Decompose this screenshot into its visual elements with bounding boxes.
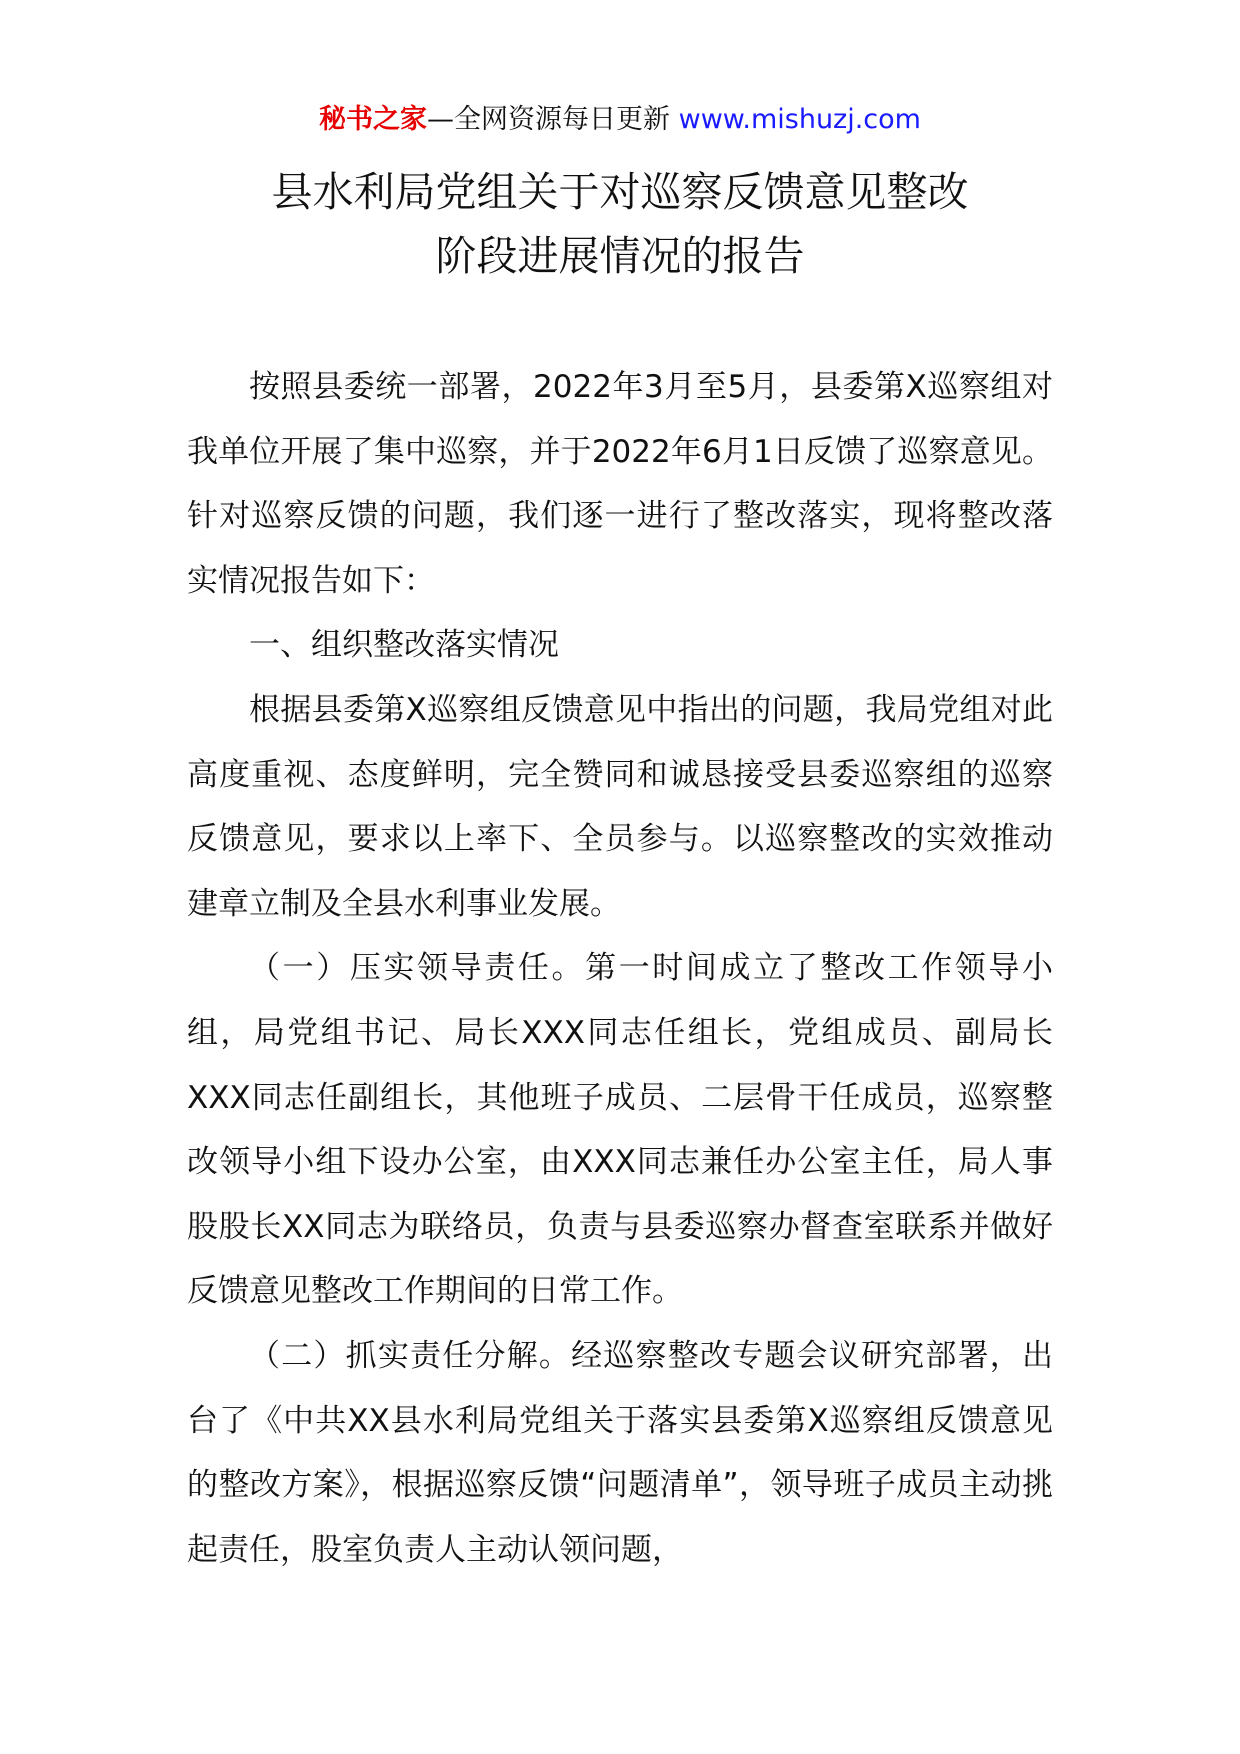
brand-name: 秘书之家 [319, 104, 428, 135]
site-url-link[interactable]: www.mishuzj.com [678, 104, 921, 135]
site-banner [0, 100, 1240, 140]
paragraph-intro: 按照县委统一部署，2022年3月至5月，县委第X巡察组对我单位开展了集中巡察，并于2022年6月1日反馈了巡察意见。针对巡察反馈的问题，我们逐一进行了整改落实，现将整改落实情况报告如下： [187, 369, 1053, 599]
document-title-line-1: 县水利局党组关于对巡察反馈意见整改 [271, 168, 969, 216]
section-heading-1: 一、组织整改落实情况 [249, 627, 559, 664]
paragraph-item-2: （二）抓实责任分解。经巡察整改专题会议研究部署，出台了《中共XX县水利局党组关于落实县委第X巡察组反馈意见的整改方案》，根据巡察反馈“问题清单”，领导班子成员主动挑起责任，股室负责人主动认领问题， [187, 1337, 1053, 1568]
document-body [187, 355, 1053, 1582]
banner-tagline: —全网资源每日更新 [427, 104, 679, 135]
paragraph-section-1: 根据县委第X巡察组反馈意见中指出的问题，我局党组对此高度重视、态度鲜明，完全赞同和诚恳接受县委巡察组的巡察反馈意见，要求以上率下、全员参与。以巡察整改的实效推动建章立制及全县水利事业发展。 [187, 691, 1053, 922]
paragraph-item-1: （一）压实领导责任。第一时间成立了整改工作领导小组，局党组书记、局长XXX同志任组长，党组成员、副局长XXX同志任副组长，其他班子成员、二层骨干任成员，巡察整改领导小组下设办公室，由XXX同志兼任办公室主任，局人事股股长XX同志为联络员，负责与县委巡察办督查室联系并做好反馈意见整改工作期间的日常工作。 [187, 950, 1053, 1310]
document-title-line-2: 阶段进展情况的报告 [435, 232, 805, 280]
